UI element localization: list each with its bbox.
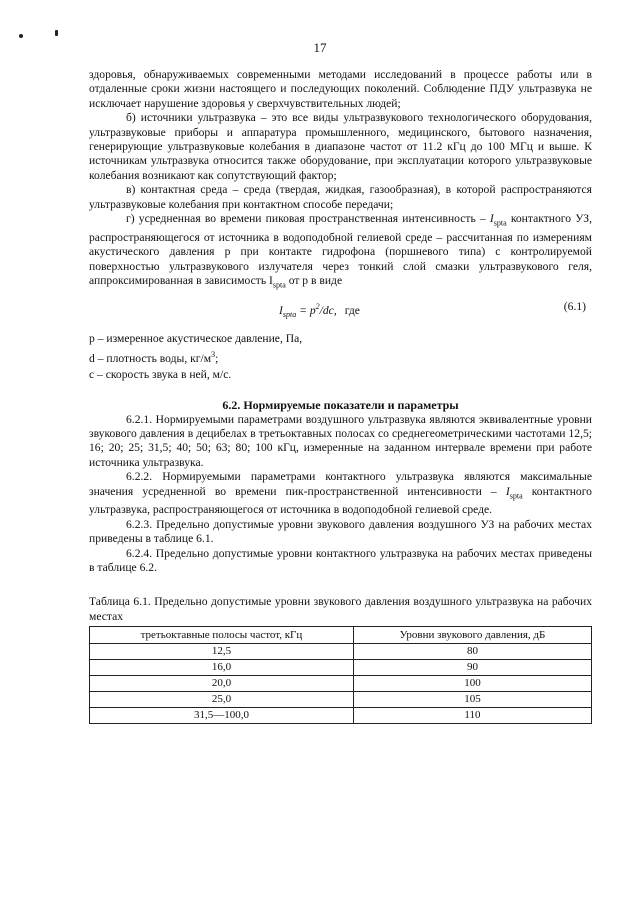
paragraph-6-2-1: 6.2.1. Нормируемыми параметрами воздушного ультразвука являются эквивалентные уровни звукового давления в децибелах в третьоктавных полосах со среднегеометрическими частотами 12,5; 16; 20; 25; 31,5; 40; 50; 63; 80; 100 кГц, измеренные на заданном интервале времени при работе источника ультразвука.: [89, 412, 592, 469]
definition-d: d – плотность воды, $кг/м^3$;: [89, 349, 219, 365]
paragraph-6-2-2: 6.2.2. Нормируемыми параметрами контактного ультразвука являются максимальные значения усредненной во времени пик-пространственной интенсивности – $I_{spta}$ контактного ультразвука, распространяющегося от источника в водоподобной гелиевой среде.: [89, 470, 592, 517]
paragraph-6-2-3: 6.2.3. Предельно допустимые уровни звукового давления воздушного УЗ на рабочих местах приведены в таблице 6.1.: [89, 517, 592, 546]
table-caption: Таблица 6.1. Предельно допустимые уровни звукового давления воздушного ультразвука на рабочих местах: [89, 595, 592, 623]
definition-c: c – скорость звука в ней, м/с.: [89, 367, 232, 381]
formula-definitions: [89, 331, 592, 383]
cell-level: 100: [353, 676, 591, 692]
equation-number: (6.1): [563, 299, 586, 313]
scan-mark-tick: [55, 30, 58, 36]
cell-frequency: 25,0: [90, 692, 354, 708]
cell-frequency: 12,5: [90, 644, 354, 660]
formula-6-1: [89, 295, 592, 321]
header-frequency-bands: третьоктавные полосы частот, кГц: [90, 627, 354, 644]
scan-mark-dot: [19, 34, 23, 38]
definition-p: p – измеренное акустическое давление, Па,: [89, 331, 303, 345]
formula-expression: $I_{spta} = p^2/dc$, где: [279, 301, 360, 319]
table-row: [90, 644, 592, 660]
cell-level: 105: [353, 692, 591, 708]
table-row: [90, 676, 592, 692]
paragraph-health: здоровья, обнаруживаемых современными методами исследований в процессе работы или в отдаленные сроки жизни настоящего и последующих поколений. Соблюдение ПДУ ультразвука не исключает нарушение здоровья у сверхчувствительных людей;: [89, 68, 592, 110]
document-body: [89, 68, 592, 724]
cell-level: 110: [353, 708, 591, 724]
paragraph-intensity: г) усредненная во времени пиковая пространственная интенсивность – $I_{spta}$ контактного УЗ, распространяющегося от источника в водоподобной гелиевой среде – рассчитанная по измерениям акустического давления p при контакте гидрофона (поршневого типа) с контролируемой поверхностью ультразвукового излучателя через тонкий слой смазки ультразвукового геля, аппроксимированная в зависимость $I_{spta}$ от p в виде: [89, 212, 592, 290]
paragraph-6-2-4: 6.2.4. Предельно допустимые уровни контактного ультразвука на рабочих местах приведены в таблице 6.2.: [89, 546, 592, 574]
paragraph-sources: б) источники ультразвука – это все виды ультразвукового технологического оборудования, ультразвуковые приборы и аппаратура промышленного, медицинского, бытового назначения, генерирующие ультразвуковые колебания в диапазоне частот от 11.2 кГц до 100 МГц и выше. К источникам ультразвука относится также оборудование, при эксплуатации которого ультразвуковые колебания возникают как сопутствующий фактор;: [89, 111, 592, 182]
header-sound-pressure: Уровни звукового давления, дБ: [353, 627, 591, 644]
cell-frequency: 31,5—100,0: [90, 708, 354, 724]
paragraph-contact-medium: в) контактная среда – среда (твердая, жидкая, газообразная), в которой распространяются ультразвуковые колебания при контактном способе передачи;: [89, 183, 592, 211]
table-header-row: [90, 627, 592, 644]
cell-level: 80: [353, 644, 591, 660]
table-row: [90, 660, 592, 676]
table-row: [90, 692, 592, 708]
section-heading: 6.2. Нормируемые показатели и параметры: [222, 397, 459, 412]
cell-frequency: 20,0: [90, 676, 354, 692]
table-row: [90, 708, 592, 724]
cell-frequency: 16,0: [90, 660, 354, 676]
cell-level: 90: [353, 660, 591, 676]
page-number: 17: [313, 40, 327, 55]
limits-table: [89, 626, 592, 724]
